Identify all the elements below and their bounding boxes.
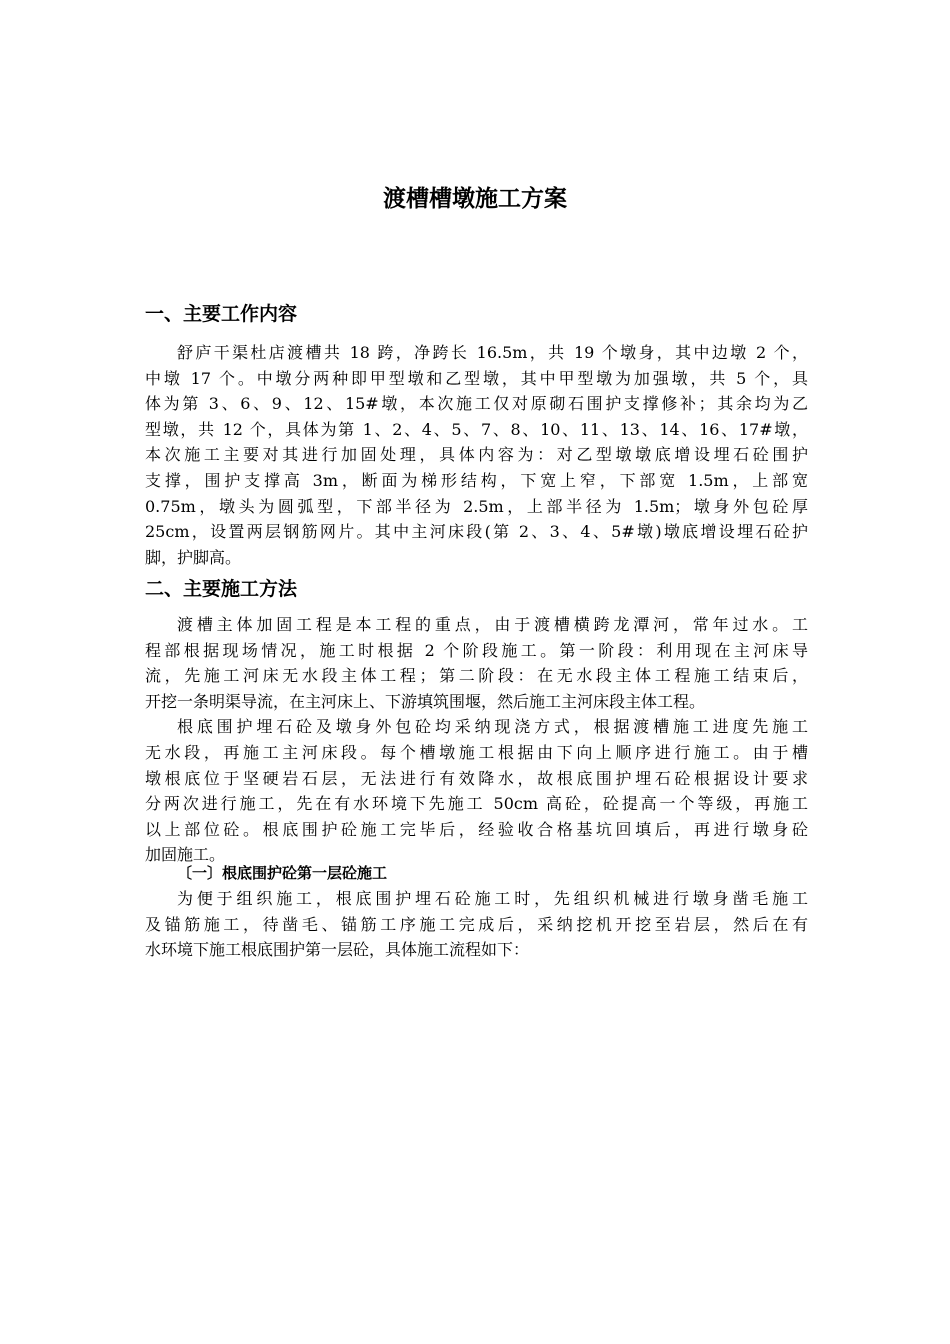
section-construction-method-body — [145, 612, 808, 868]
paragraph-line: 25cm，设置两层钢筋网片。其中主河床段(第 2、3、4、5#墩)墩底增设埋石砼护 — [145, 522, 808, 542]
paragraph-line: 根底围护埋石砼及墩身外包砼均采纳现浇方式，根据渡槽施工进度先施工 — [177, 717, 808, 737]
paragraph-line: 墩根底位于坚硬岩石层，无法进行有效降水，故根底围护埋石砼根据设计要求 — [145, 768, 808, 788]
paragraph-line: 渡槽主体加固工程是本工程的重点，由于渡槽横跨龙潭河，常年过水。工 — [177, 615, 808, 634]
paragraph-line: 开挖一条明渠导流，在主河床上、下游填筑围堰，然后施工主河床段主体工程。 — [145, 691, 706, 711]
paragraph-line: 水环境下施工根底围护第一层砼，具体施工流程如下： — [145, 940, 530, 960]
paragraph-line: 体为第 3、6、9、12、15#墩，本次施工仅对原砌石围护支撑修补；其余均为乙 — [145, 394, 808, 414]
section-heading-main-work: 一、主要工作内容 — [145, 303, 298, 325]
paragraph-line: 流，先施工河床无水段主体工程；第二阶段：在无水段主体工程施工结束后， — [145, 666, 808, 686]
paragraph-line: 舒庐干渠杜店渡槽共 18 跨，净跨长 16.5m，共 19 个墩身，其中边墩 2 个， — [177, 343, 808, 362]
paragraph-line: 支撑，围护支撑高 3m，断面为梯形结构，下宽上窄，下部宽 1.5m，上部宽 — [145, 470, 808, 490]
paragraph-line: 分两次进行施工，先在有水环境下先施工 50cm 高砼，砼提高一个等级，再施工 — [145, 794, 808, 814]
paragraph-line: 中墩 17 个。中墩分两种即甲型墩和乙型墩，其中甲型墩为加强墩，共 5 个，具 — [145, 368, 808, 388]
paragraph-line: 型墩，共 12 个，具体为第 1、2、4、5、7、8、10、11、13、14、16、17#墩， — [145, 419, 808, 439]
paragraph-line: 及锚筋施工，待凿毛、锚筋工序施工完成后，采纳挖机开挖至岩层，然后在有 — [145, 914, 808, 934]
paragraph-line: 以上部位砼。根底围护砼施工完毕后，经验收合格基坑回填后，再进行墩身砼 — [145, 819, 808, 839]
paragraph-line: 加固施工。 — [145, 845, 226, 865]
subsection-first-layer-body — [145, 886, 808, 963]
section-heading-construction-method: 二、主要施工方法 — [145, 578, 298, 600]
paragraph-line: 本次施工主要对其进行加固处理，具体内容为：对乙型墩墩底增设埋石砼围护 — [145, 445, 808, 465]
document-title: 渡槽槽墩施工方案 — [383, 186, 567, 212]
paragraph-line: 无水段，再施工主河床段。每个槽墩施工根据由下向上顺序进行施工。由于槽 — [145, 742, 808, 762]
paragraph-line: 为便于组织施工，根底围护埋石砼施工时，先组织机械进行墩身凿毛施工 — [177, 889, 808, 908]
paragraph-line: 脚，护脚高。 — [145, 547, 242, 567]
subsection-heading-first-layer: 〔一〕根底围护砼第一层砼施工 — [177, 864, 388, 882]
paragraph-line: 0.75m，墩头为圆弧型，下部半径为 2.5m，上部半径为 1.5m；墩身外包砼厚 — [145, 496, 808, 516]
paragraph-line: 程部根据现场情况，施工时根据 2 个阶段施工。第一阶段：利用现在主河床导 — [145, 640, 808, 660]
section-main-work-body — [145, 340, 808, 570]
